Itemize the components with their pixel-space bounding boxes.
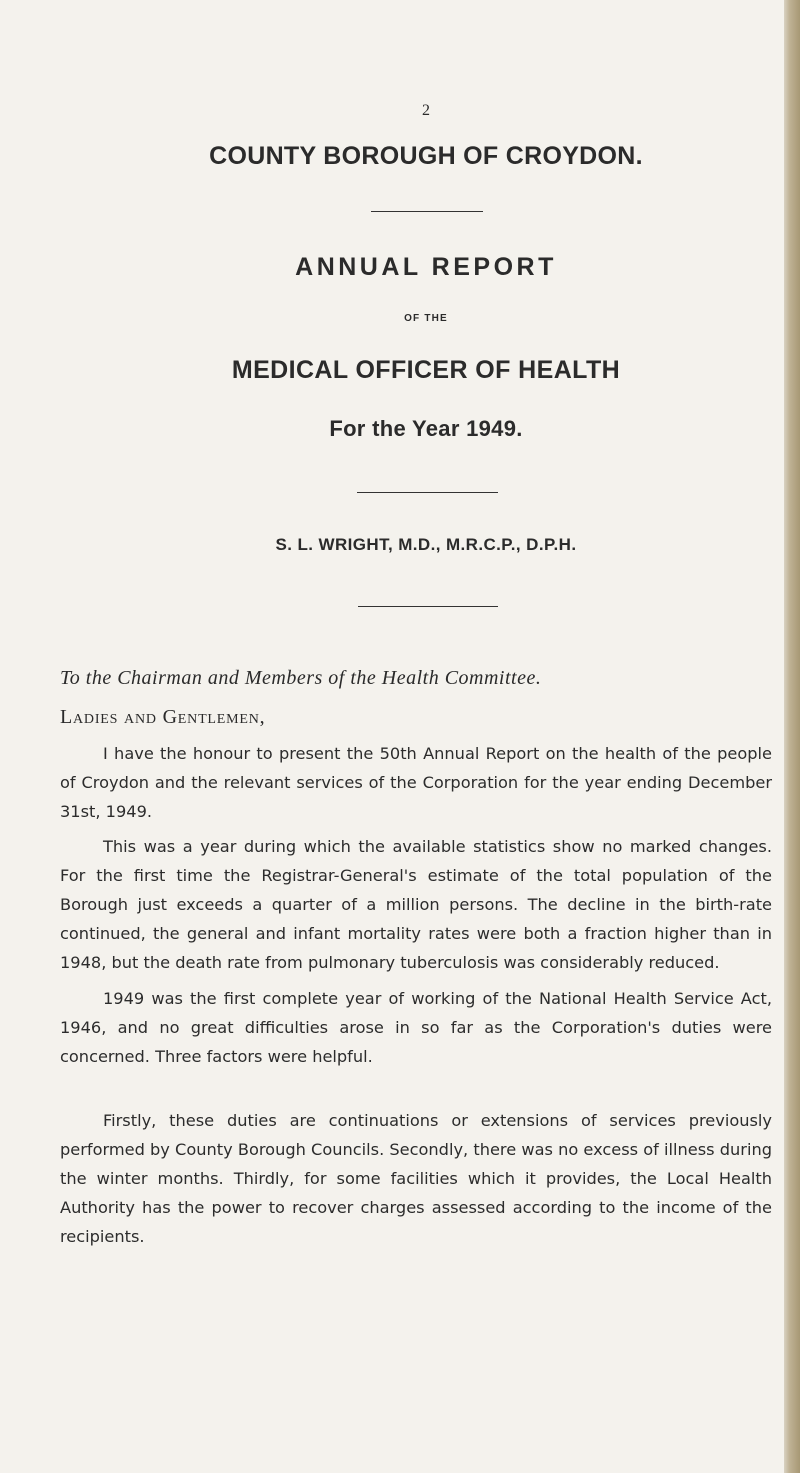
- author-credit: S. L. WRIGHT, M.D., M.R.C.P., D.P.H.: [275, 535, 577, 554]
- divider-rule: [357, 492, 498, 493]
- divider-rule: [371, 211, 483, 212]
- page-number: 2: [422, 102, 430, 119]
- greeting: Ladies and Gentlemen,: [60, 706, 266, 728]
- of-the-label: OF THE: [404, 313, 448, 324]
- paragraph: 1949 was the first complete year of working of the National Health Service Act, 1946, and no great difficulties arose in so far as the Corporation's duties were concerned. Three factors were helpful.: [60, 989, 772, 1066]
- paragraph: Firstly, these duties are continuations or extensions of services previously performed by County Borough Councils. Secondly, there was no excess of illness during the winter months. Thirdly, for some facilities which it provides, the Local Health Authority has the power to recover charges assessed according to the income of the recipients.: [60, 1111, 772, 1246]
- page-edge: [784, 0, 800, 1473]
- medical-officer-heading: MEDICAL OFFICER OF HEALTH: [231, 356, 621, 384]
- paragraph: I have the honour to present the 50th Annual Report on the health of the people of Croydon and the relevant services of the Corporation for the year ending December 31st, 1949.: [60, 744, 772, 821]
- year-heading: For the Year 1949.: [329, 416, 523, 441]
- borough-title: COUNTY BOROUGH OF CROYDON.: [209, 142, 643, 170]
- paragraph: This was a year during which the available statistics show no marked changes. For the first time the Registrar-General's estimate of the total population of the Borough just exceeds a quarter of a million persons. The decline in the birth-rate continued, the general and infant mortality rates were both a fraction higher than in 1948, but the death rate from pulmonary tuberculosis was considerably reduced.: [60, 837, 772, 972]
- annual-report-heading: ANNUAL REPORT: [295, 253, 557, 281]
- divider-rule: [358, 606, 498, 607]
- salutation: To the Chairman and Members of the Health Committee.: [60, 667, 542, 689]
